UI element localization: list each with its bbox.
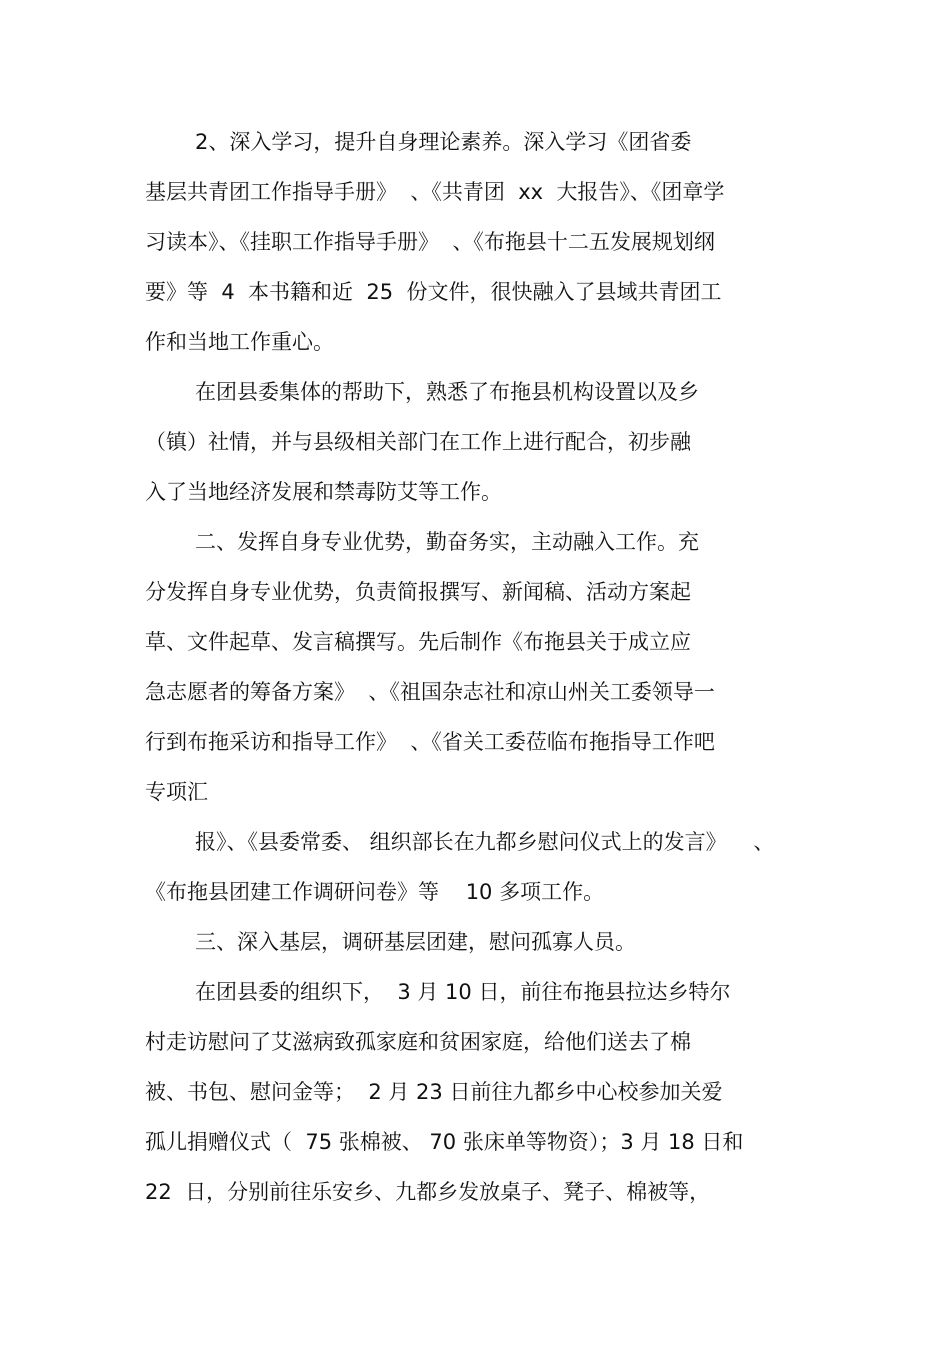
text-line: 作和当地工作重心。 [145, 330, 334, 354]
text-line: 急志愿者的筹备方案》 、《祖国杂志社和凉山州关工委领导一 [145, 680, 715, 704]
text-line: 三、深入基层，调研基层团建，慰问孤寡人员。 [195, 930, 636, 954]
text-line: 入了当地经济发展和禁毒防艾等工作。 [145, 480, 502, 504]
text-line: 报》、《县委常委、 组织部长在九都乡慰问仪式上的发言》 、 [195, 830, 775, 854]
text-line: 被、书包、慰问金等； 2 月 23 日前往九都乡中心校参加关爱 [145, 1080, 723, 1104]
text-line: 在团县委的组织下， 3 月 10 日，前往布拖县拉达乡特尔 [195, 980, 731, 1004]
text-line: 二、发挥自身专业优势，勤奋务实，主动融入工作。充 [195, 530, 699, 554]
text-line: 草、文件起草、发言稿撰写。先后制作《布拖县关于成立应 [145, 630, 691, 654]
text-line: 习读本》、《挂职工作指导手册》 、《布拖县十二五发展规划纲 [145, 230, 715, 254]
text-line: 专项汇 [145, 780, 208, 804]
text-line: 分发挥自身专业优势，负责简报撰写、新闻稿、活动方案起 [145, 580, 691, 604]
text-line: 要》等 4 本书籍和近 25 份文件，很快融入了县域共青团工 [145, 280, 722, 304]
text-line: 孤儿捐赠仪式（ 75 张棉被、 70 张床单等物资）；3 月 18 日和 [145, 1130, 744, 1154]
text-line: 22 日，分别前往乐安乡、九都乡发放桌子、凳子、棉被等， [145, 1180, 711, 1204]
text-line: 基层共青团工作指导手册》 、《共青团 xx 大报告》、《团章学 [145, 180, 725, 204]
text-line: 行到布拖采访和指导工作》 、《省关工委莅临布拖指导工作吧 [145, 730, 715, 754]
text-line: 在团县委集体的帮助下，熟悉了布拖县机构设置以及乡 [195, 380, 699, 404]
text-line: 2、深入学习，提升自身理论素养。深入学习《团省委 [195, 130, 692, 154]
text-line: 《布拖县团建工作调研问卷》等 10 多项工作。 [145, 880, 605, 904]
text-line: （镇）社情，并与县级相关部门在工作上进行配合，初步融 [145, 430, 691, 454]
text-line: 村走访慰问了艾滋病致孤家庭和贫困家庭，给他们送去了棉 [145, 1030, 691, 1054]
